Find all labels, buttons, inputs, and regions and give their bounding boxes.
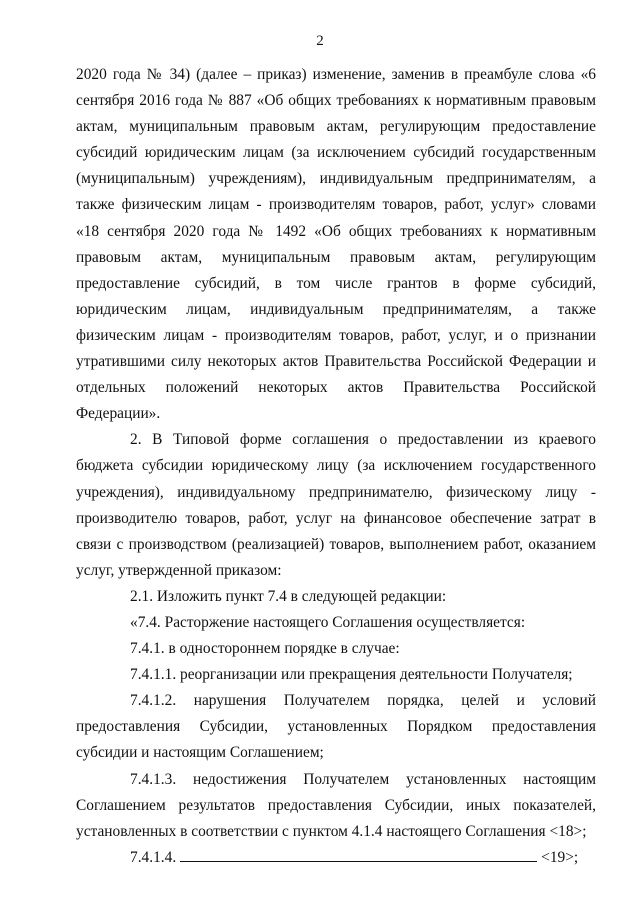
paragraph-clause-7-4-1: 7.4.1. в одностороннем порядке в случае:	[130, 640, 400, 658]
paragraph-clause-7-4-1-4	[76, 845, 596, 871]
blank-fill-line	[180, 847, 537, 862]
paragraph-item-2-1: 2.1. Изложить пункт 7.4 в следующей редакции:	[130, 587, 447, 605]
paragraph-clause-7-4: «7.4. Расторжение настоящего Соглашения осуществляется:	[130, 613, 526, 631]
page-number: 2	[316, 33, 324, 49]
paragraph-clause-7-4-1-3: 7.4.1.3. недостижения Получателем установленных настоящим Соглашением результатов предоставления Субсидии, иных показателей, установленных в соответствии с пунктом 4.1.4 настоящего Соглашения <18>;	[76, 770, 596, 840]
paragraph-item-2: 2. В Типовой форме соглашения о предоставлении из краевого бюджета субсидии юридическому лицу (за исключением государственного учреждения), индивидуальному предпринимателю, физическому лицу - производителю товаров, работ, услуг на финансовое обеспечение затрат в связи с производством (реализацией) товаров, выполнением работ, оказанием услуг, утвержденной приказом:	[76, 431, 596, 579]
paragraph-preamble-amendment: 2020 года № 34) (далее – приказ) изменение, заменив в преамбуле слова «6 сентября 2016 года № 887 «Об общих требованиях к нормативным правовым актам, муниципальным правовым актам, регулирующим предоставление субсидий юридическим лицам (за исключением субсидий государственным (муниципальным) учреждениям), индивидуальным предпринимателям, а также физическим лицам - производителям товаров, работ, услуг» словами «18 сентября 2020 года № 1492 «Об общих требованиях к нормативным правовым актам, муниципальным правовым актам, регулирующим предоставление субсидий, в том числе грантов в форме субсидий, юридическим лицам, индивидуальным предпринимателям, а также физическим лицам - производителям товаров, работ, услуг, и о признании утратившими силу некоторых актов Правительства Российской Федерации и отдельных положений некоторых актов Правительства Российской Федерации».	[76, 66, 596, 423]
document-body	[76, 62, 596, 871]
paragraph-clause-7-4-1-1: 7.4.1.1. реорганизации или прекращения деятельности Получателя;	[130, 666, 573, 684]
clause-label: 7.4.1.4.	[130, 848, 177, 866]
paragraph-clause-7-4-1-2: 7.4.1.2. нарушения Получателем порядка, целей и условий предоставления Субсидии, установленных Порядком предоставления субсидии и настоящим Соглашением;	[76, 692, 596, 762]
footnote-reference: <19>;	[541, 848, 579, 866]
